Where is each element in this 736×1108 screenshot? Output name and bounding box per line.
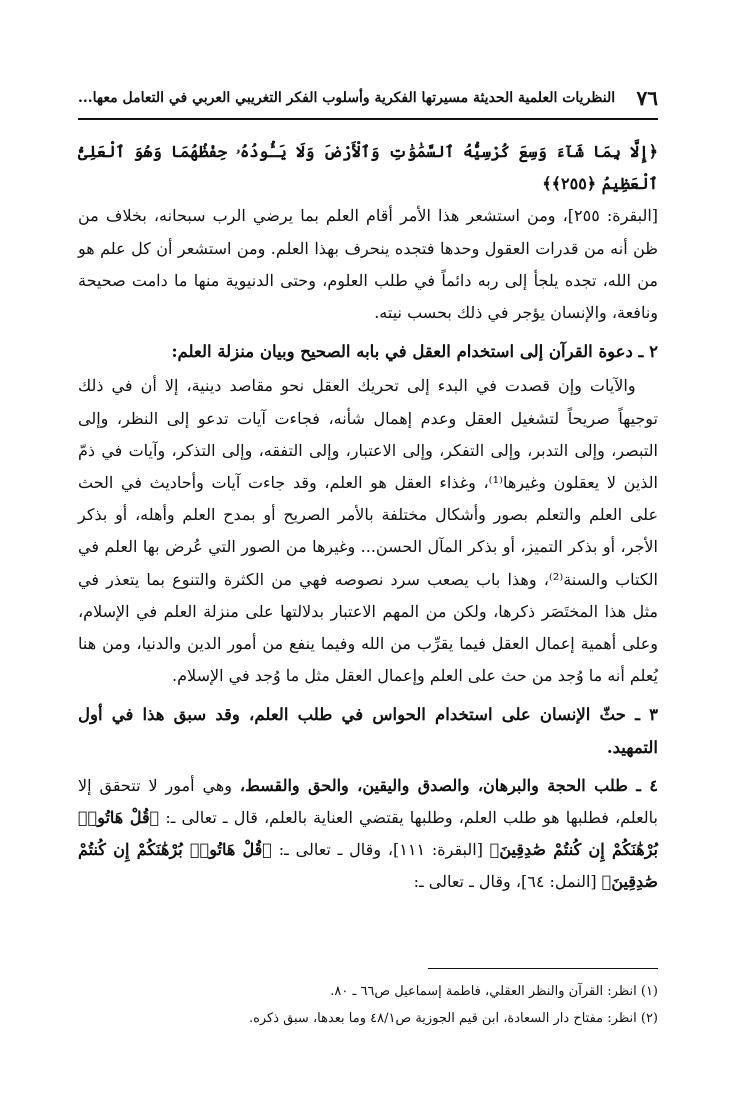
running-header [78, 86, 658, 120]
paragraph-2-text-a: والآيات وإن قصدت في البدء إلى تحريك العقل نحو مقاصد دينية، إلا أن في ذلك توجيهاً صريحاً لتشغيل العقل وعدم إهمال شأنه، فجاءت آيات تدعو إلى النظر، وإلى التبصر، وإلى التدبر، وإلى التفكر، وإلى الاعتبار، وإلى التفقه، وإلى التذكر، وآيات في ذمّ الذين لا يعقلون وغيرها [78, 376, 659, 493]
section-heading-2: ٢ ـ دعوة القرآن إلى استخدام العقل في بابه الصحيح وبيان منزلة العلم: [171, 342, 658, 362]
paragraph-4-text-a: وهي أمور لا تتحقق إلا بالعلم، فطلبها هو طلب العلم، وطلبها يقتضي العناية بالعلم، قال ـ تعالى ـ: [78, 775, 659, 828]
paragraph-2 [78, 370, 658, 692]
main-text [78, 136, 658, 899]
footnote-1: (١) انظر: القرآن والنظر العقلي، فاطمة إسماعيل ص٦٦ ـ ٨٠. [330, 984, 658, 999]
quran-verse: ﴿إِلَّا بِمَا شَآءَ وَسِعَ كُرْسِيُّهُ ٱلسَّمَٰوَٰتِ وَٱلْأَرْضَ وَلَا يَـُٔودُهُۥ حِفْظُهُمَا وَهُوَ ٱلْعَلِىُّ ٱلْعَظِيمُ ﴿٢٥٥﴾﴾ [78, 142, 658, 194]
quran-verse-3: ﴿قُلْ هَاتُوا۟ بُرْهَٰنَكُمْ إِن كُنتُمْ صَٰدِقِينَ﴾ [78, 840, 658, 892]
footnote-ref-2[interactable]: ⁽²⁾ [548, 569, 564, 589]
paragraph-4-text-c: [النمل: ٦٤]، وقال ـ تعالى ـ: [413, 872, 602, 892]
paragraph-4-text-b: [البقرة: ١١١]، وقال ـ تعالى ـ: [271, 840, 490, 860]
page-number: ٧٦ [636, 86, 658, 110]
paragraph-1: [البقرة: ٢٥٥]، ومن استشعر هذا الأمر أقام العلم بما يرضي الرب سبحانه، بخلاف من ظن أنه من قدرات العقول وحدها فتجده ينحرف بهذا العلم. ومن استشعر أن كل علم هو من الله، تجده يلجأ إلى ربه دائماً في طلب العلوم، وحتى الدنيوية منها ما دامت صحيحة ونافعة، والإنسان يؤجر في ذلك بحسب نيته. [78, 206, 659, 323]
footnote-2: (٢) انظر: مفتاح دار السعادة، ابن قيم الجوزية ص٤٨/١ وما بعدها، سبق ذكره. [248, 1011, 658, 1026]
footnotes [78, 978, 658, 1032]
section-heading-3: ٣ ـ حثّ الإنسان على استخدام الحواس في طلب العلم، وقد سبق هذا في أول التمهيد. [78, 705, 658, 757]
paragraph-4 [78, 770, 658, 899]
footnote-ref-1[interactable]: ⁽¹⁾ [488, 473, 503, 493]
paragraph-2-text-c: ، وهذا باب يصعب سرد نصوصه فهي من الكثرة والتنوع بما يتعذر في مثل هذا المختَصَر ذكرها، ولكن من المهم الاعتبار بدلالتها على منزلة العلم في الإسلام، وعلى أهمية إعمال العقل فيما يقرِّب من الله وفيما ينفع من أمور الدين والدنيا، ومن هنا يُعلم أنه ما وُجد من حث على العلم وإعمال العقل مثل ما وُجد في الإسلام. [78, 569, 658, 686]
quran-verse-2: ﴿قُلْ هَاتُوا۟ بُرْهَٰنَكُمْ إِن كُنتُمْ صَٰدِقِينَ﴾ [78, 808, 659, 860]
running-title: النظريات العلمية الحديثة مسيرتها الفكرية وأسلوب الفكر التغريبي العربي في التعامل معها... [78, 90, 616, 106]
paragraph-2-text-b: ، وغذاء العقل هو العلم، وقد جاءت آيات وأحاديث في الحث على العلم والتعلم بصور وأشكال مختلفة بالأمر الصريح أو بمدح العلم وأهله، أو بذكر الأجر، أو بذكر التميز، أو بذكر المآل الحسن... وغيرها من الصور التي عُرض بها العلم في الكتاب والسنة [78, 473, 659, 589]
footnote-separator [428, 968, 658, 969]
section-heading-4: ٤ ـ طلب الحجة والبرهان، والصدق واليقين، والحق والقسط، [239, 775, 658, 795]
